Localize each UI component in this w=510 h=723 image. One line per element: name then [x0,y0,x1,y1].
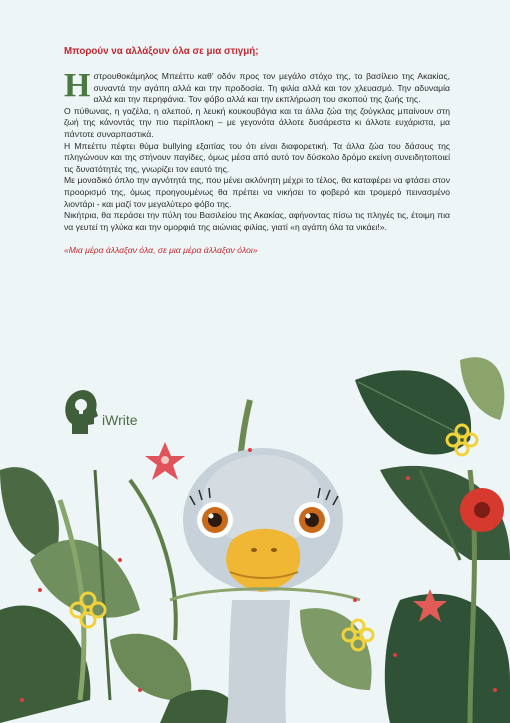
paragraph-1-text: στρουθοκάμηλος Μπεέττυ καθ’ οδόν προς τον μεγάλο στόχο της, το βασίλειο της Ακακίας, συναντά την αγάπη αλλά και την προδοσία. Τη φιλία αλλά και τον χλευασμό. Την αδυναμία αλλά και την περηφάνια. Τον φόβο αλλά και την εκπλήρωση του σκοπού της ζωής της. [93,71,450,105]
paragraph-3: Η Μπεέττυ πέφτει θύμα bullying εξαιτίας του ότι είναι διαφορετική. Τα άλλα ζώα του δάσους της πληγώνουν και της στήνουν παγίδες, όμως μέσα από αυτό τον δύσκολο δρόμο εκείνη συνειδητοποιεί τις δυνατότητές της, γνωρίζει τον εαυτό της. [64,140,450,174]
paragraph-5: Νικήτρια, θα περάσει την πύλη του Βασιλείου της Ακακίας, αφήνοντας πίσω τις πληγές τις, έτοιμη πια να γευτεί τη γλύκα και την ομορφιά της αιώνιας φιλίας, γιατί «η αγάπη όλα τα νικάει!». [64,210,450,232]
tagline: «Μια μέρα άλλαξαν όλα, σε μια μέρα άλλαξαν όλοι» [64,245,258,256]
paragraph-2: Ο πύθωνας, η γαζέλα, η αλεπού, η λευκή κουκουβάγια και τα άλλα ζώα της ζούγκλας μπαίνουν στη ζωή της κάνοντάς την πιο περίπλοκη – με γεγονότα άλλοτε δυσάρεστα κι άλλοτε ευχάριστα, μα πάντοτε συναρπαστικά. [64,105,450,139]
iwrite-logo [64,384,174,440]
heading: Μπορούν να αλλάξουν όλα σε μια στιγμή; [64,46,259,57]
paragraph-4: Με μοναδικό όπλο την αγνότητά της, που μένει ακλόνητη μέχρι το τέλος, θα καταφέρει να φτάσει στον προορισμό της, όμως προηγουμένως θα πρέπει να νικήσει το φοβερό και τρομερό πεινασμένο λιοντάρι - και μαζί τον μεγαλύτερο φόβο της. [64,175,450,209]
flowers [20,425,504,702]
head-lightbulb-icon [64,388,98,436]
drop-cap: Η [64,67,91,104]
back-cover-text [64,46,450,264]
ostrich [170,448,360,723]
paragraph-1 [64,67,450,106]
logo-text: iWrite [102,412,138,428]
